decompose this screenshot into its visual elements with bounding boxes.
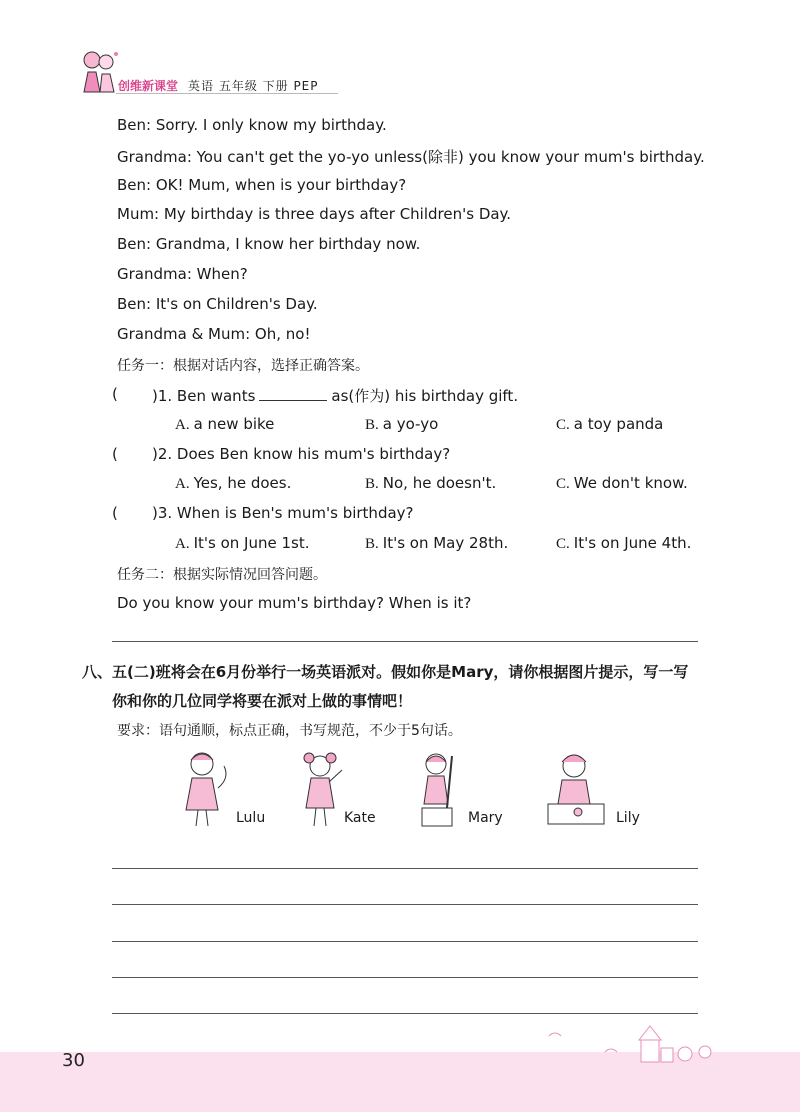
dialogue-line: Mum: My birthday is three days after Children's Day.: [117, 205, 512, 223]
question-1-text: )1. Ben wants: [152, 387, 256, 405]
question-1-text-after: as(作为) his birthday gift.: [331, 387, 519, 405]
option-b[interactable]: B. a yo-yo: [365, 415, 439, 433]
header-brand: 创维新课堂: [118, 79, 179, 93]
mary-illustration: [416, 748, 466, 830]
dialogue-line: Ben: It's on Children's Day.: [117, 295, 318, 313]
dialogue-line: Ben: Sorry. I only know my birthday.: [117, 116, 387, 134]
kate-illustration: [296, 748, 346, 830]
section-8-title-cont: 你和你的几位同学将要在派对上做的事情吧！: [112, 692, 413, 710]
name-lulu: Lulu: [236, 810, 266, 826]
dialogue-line: Ben: OK! Mum, when is your birthday?: [117, 176, 407, 194]
writing-line[interactable]: [112, 868, 698, 869]
answer-line[interactable]: [112, 641, 698, 642]
header-divider: [116, 93, 338, 94]
dialogue-line: Grandma: When?: [117, 265, 248, 283]
section-8-title: 八、五(二)班将会在6月份举行一场英语派对。假如你是Mary，请你根据图片提示，写一写: [82, 663, 689, 681]
option-c[interactable]: C. We don't know.: [556, 474, 688, 492]
kids-logo-icon: [78, 48, 122, 94]
task1-title: 任务一：根据对话内容，选择正确答案。: [117, 358, 369, 374]
requirement-text: 要求：语句通顺，标点正确，书写规范，不少于5句话。: [117, 723, 462, 739]
option-b[interactable]: B. No, he doesn't.: [365, 474, 497, 492]
writing-line[interactable]: [112, 1013, 698, 1014]
task2-question: Do you know your mum's birthday? When is it?: [117, 594, 472, 612]
writing-line[interactable]: [112, 904, 698, 905]
lulu-illustration: [178, 748, 234, 830]
option-a[interactable]: A. It's on June 1st.: [175, 534, 310, 552]
option-a[interactable]: A. Yes, he does.: [175, 474, 292, 492]
question-3: )3. When is Ben's mum's birthday?: [152, 504, 414, 522]
page-header: [78, 48, 340, 98]
option-c[interactable]: C. It's on June 4th.: [556, 534, 692, 552]
name-mary: Mary: [468, 810, 503, 826]
option-a[interactable]: A. a new bike: [175, 415, 275, 433]
writing-line[interactable]: [112, 977, 698, 978]
answer-blank[interactable]: [259, 386, 327, 401]
answer-paren[interactable]: (: [112, 385, 118, 403]
page-number: 30: [62, 1050, 85, 1071]
lily-illustration: [544, 748, 608, 830]
answer-paren[interactable]: (: [112, 504, 118, 522]
dialogue-line: Grandma: You can't get the yo-yo unless(除非) you know your mum's birthday.: [117, 148, 705, 166]
question-2: )2. Does Ben know his mum's birthday?: [152, 445, 451, 463]
dialogue-line: Ben: Grandma, I know her birthday now.: [117, 235, 421, 253]
dialogue-line: Grandma & Mum: Oh, no!: [117, 325, 311, 343]
option-b[interactable]: B. It's on May 28th.: [365, 534, 509, 552]
task2-title: 任务二：根据实际情况回答问题。: [117, 567, 327, 583]
answer-paren[interactable]: (: [112, 445, 118, 463]
castle-decoration-icon: [545, 1022, 725, 1066]
header-subject: 英语 五年级 下册 PEP: [188, 79, 319, 93]
name-kate: Kate: [344, 810, 376, 826]
writing-line[interactable]: [112, 941, 698, 942]
name-lily: Lily: [616, 810, 640, 826]
option-c[interactable]: C. a toy panda: [556, 415, 664, 433]
question-1: [152, 385, 518, 406]
